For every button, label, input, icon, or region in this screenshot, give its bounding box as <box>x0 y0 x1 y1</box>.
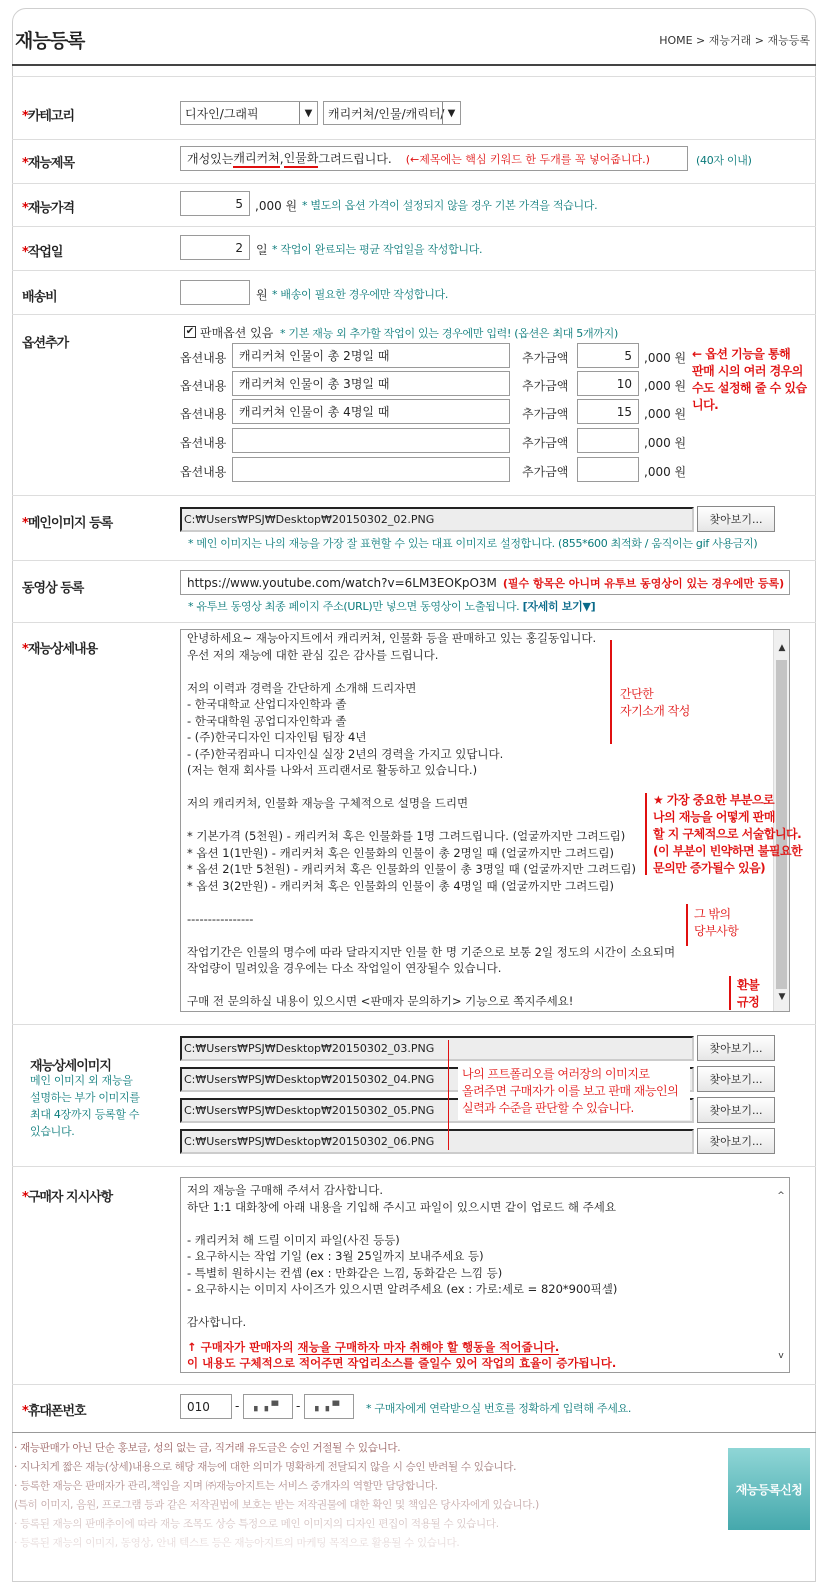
price-unit: ,000 원 <box>255 199 298 213</box>
main-image-hint: * 메인 이미지는 나의 재능을 가장 잘 표현할 수 있는 대표 이미지로 설정합니다. (855*600 최적화 / 움직이는 gif 사용금지) <box>188 537 758 550</box>
header-divider <box>12 64 816 66</box>
title-limit: (40자 이내) <box>696 154 752 167</box>
option-amount-unit: ,000 원 <box>644 465 687 479</box>
option-amount-input-3[interactable]: 15 <box>577 399 639 424</box>
price-input[interactable]: 5 <box>180 191 250 216</box>
video-hint: * 유투브 동영상 최종 페이지 주소(URL)만 넣으면 동영상이 노출됩니다. [자세히 보기▼] <box>188 600 596 613</box>
buyer-instructions-label: *구매자 지시사항 <box>22 1190 113 1205</box>
detail-image-path-2[interactable]: C:₩Users₩PSJ₩Desktop₩20150302_04.PNG <box>180 1067 694 1092</box>
divider <box>12 1166 816 1167</box>
option-content-label: 옵션내용 <box>180 407 227 421</box>
option-content-label: 옵션내용 <box>180 351 227 365</box>
page-title: 재능등록 <box>15 30 85 52</box>
annotation-marker <box>610 640 612 744</box>
price-label: *재능가격 <box>22 201 75 216</box>
video-annotation: (필수 항목은 아니며 유투브 동영상이 있는 경우에만 등록) <box>502 576 785 590</box>
scroll-up-icon[interactable]: ▲ <box>778 643 786 653</box>
talent-title-label: *재능제목 <box>22 156 75 171</box>
video-label: 동영상 등록 <box>22 581 84 596</box>
notice-item: · 등록된 재능의 판매추이에 따라 재능 조목도 상승 특정으로 메인 이미지의 디자인 편집이 적용될 수 있습니다. <box>14 1518 499 1530</box>
divider <box>12 1432 816 1433</box>
price-hint: * 별도의 옵션 가격이 설정되지 않을 경우 기본 가격을 적습니다. <box>302 199 598 212</box>
video-url-input[interactable]: https://www.youtube.com/watch?v=6LM3EOKpO3M (필수 항목은 아니며 유투브 동영상이 있는 경우에만 등록) <box>180 570 790 595</box>
detail-annotation-refund: 환불 규정 <box>737 978 760 1009</box>
detail-annotation-important: ★ 가장 중요한 부분으로 나의 재능을 어떻게 판매 할 지 구체적으로 서술합니다. (이 부분이 빈약하면 불필요한 문의만 증가될수 있음) <box>653 793 803 875</box>
scroll-down-icon[interactable]: v <box>778 1350 784 1361</box>
buyer-instructions-textarea[interactable]: 저의 재능을 구매해 주셔서 감사합니다. 하단 1:1 대화창에 아래 내용을 기입해 주시고 파일이 있으시면 같이 업로드 해 주세요 - 캐리커쳐 해 드릴 이미지 파일(사진 등등) - 요구하시는 작업 기일 (ex : 3월 25일까지 보내주세요 등) - 특별히 원하시는 컨셉 (ex : 만화같은 느낌, 동화같은 느낌 등) - 요구하시는 이미지 사이즈가 있으시면 알려주세요 (ex : 가로:세로 = 820*900픽셀) 감사합니다. ↑ 구매자가 판매자의 재능을 구매하자 마자 취해야 할 행동을 적어줍니다. 이 내용도 구체적으로 적어주면 작업리소스를 줄일수 있어 작업의 효율이 증가됩니다. ^ v <box>180 1177 790 1373</box>
divider <box>12 560 816 561</box>
option-content-input-1[interactable]: 캐리커쳐 인물이 총 2명일 때 <box>232 343 510 368</box>
category-select-1[interactable]: 디자인/그래픽 ▼ <box>180 101 318 125</box>
detail-images-annotation: 나의 프트폴리오를 여러장의 이미지로 올려주면 구매자가 이를 보고 판매 재능인의 실력과 수준을 판단할 수 있습니다. <box>462 1067 679 1115</box>
phone-input-2[interactable]: ▖▗▝▘ <box>243 1394 293 1419</box>
options-hint: * 기본 재능 외 추가할 작업이 있는 경우에만 입력! (옵션은 최대 5개까지) <box>280 327 618 340</box>
divider <box>12 622 816 623</box>
divider <box>12 183 816 184</box>
option-amount-input-5[interactable] <box>577 457 639 482</box>
phone-dash: - <box>235 1399 240 1413</box>
annotation-marker <box>686 904 688 946</box>
option-amount-unit: ,000 원 <box>644 436 687 450</box>
detail-images-label: 재능상세이미지 <box>30 1059 111 1074</box>
phone-input-1[interactable]: 010 <box>180 1394 232 1419</box>
category-select-2[interactable]: 캐리커쳐/인물/캐릭터/ ▼ <box>323 101 461 125</box>
divider <box>12 495 816 496</box>
option-amount-label: 추가금액 <box>522 351 569 365</box>
workdays-input[interactable]: 2 <box>180 235 250 260</box>
main-image-browse-button[interactable]: 찾아보기... <box>697 506 775 532</box>
buyer-annotation-2: 이 내용도 구체적으로 적어주면 작업리소스를 줄일수 있어 작업의 효율이 증가됩니다. <box>187 1356 617 1370</box>
buyer-scrollbar[interactable] <box>773 1178 789 1372</box>
option-amount-unit: ,000 원 <box>644 407 687 421</box>
phone-hint: * 구매자에게 연락받으실 번호를 정확하게 입력해 주세요. <box>366 1402 632 1415</box>
chevron-down-icon: ▼ <box>442 102 460 124</box>
annotation-marker <box>729 976 731 1010</box>
detail-image-browse-button-4[interactable]: 찾아보기... <box>697 1128 775 1154</box>
option-amount-label: 추가금액 <box>522 436 569 450</box>
option-amount-label: 추가금액 <box>522 407 569 421</box>
detail-image-browse-button-1[interactable]: 찾아보기... <box>697 1035 775 1061</box>
title-annotation: (←제목에는 핵심 키워드 한 두개를 꼭 넣어줍니다.) <box>405 152 650 166</box>
shipping-unit: 원 <box>256 288 268 302</box>
breadcrumb: HOME > 재능거래 > 재능등록 <box>659 34 810 47</box>
workdays-unit: 일 <box>256 243 268 257</box>
main-image-path[interactable]: C:₩Users₩PSJ₩Desktop₩20150302_02.PNG <box>180 507 694 532</box>
phone-input-3[interactable]: ▖▗▝▘ <box>304 1394 354 1419</box>
chevron-down-icon: ▼ <box>299 102 317 124</box>
phone-dash: - <box>296 1399 301 1413</box>
detail-image-browse-button-2[interactable]: 찾아보기... <box>697 1066 775 1092</box>
option-amount-input-1[interactable]: 5 <box>577 343 639 368</box>
video-more-link[interactable]: [자세히 보기▼] <box>522 600 596 613</box>
option-content-input-3[interactable]: 캐리커쳐 인물이 총 4명일 때 <box>232 399 510 424</box>
phone-label: *휴대폰번호 <box>22 1404 86 1419</box>
scroll-up-icon[interactable]: ^ <box>777 1191 785 1201</box>
main-image-label: *메인이미지 등록 <box>22 516 113 531</box>
option-content-input-5[interactable] <box>232 457 510 482</box>
divider <box>12 76 816 77</box>
option-amount-unit: ,000 원 <box>644 351 687 365</box>
detail-annotation-intro: 간단한 자기소개 작성 <box>620 687 690 718</box>
options-annotation: ← 옵션 기능을 통해 판매 시의 여러 경우의 수도 설정해 줄 수 있습 니다. <box>692 347 807 412</box>
divider <box>12 1024 816 1025</box>
notice-item: (특히 이미지, 음원, 프로그램 등과 같은 저작권법에 보호는 받는 저작권물에 대한 확인 및 책임은 당사자에게 있습니다.) <box>14 1499 539 1511</box>
detail-image-path-3[interactable]: C:₩Users₩PSJ₩Desktop₩20150302_05.PNG <box>180 1098 694 1123</box>
option-checkbox-label: 판매옵션 있음 <box>200 326 274 340</box>
notice-item: · 재능판매가 아닌 단순 홍보글, 성의 없는 글, 직거래 유도글은 승인 거절될 수 있습니다. <box>14 1442 401 1454</box>
buyer-annotation-1: ↑ 구매자가 판매자의 재능을 구매하자 마자 취해야 할 행동을 적어줍니다. <box>187 1339 560 1354</box>
detail-image-path-4[interactable]: C:₩Users₩PSJ₩Desktop₩20150302_06.PNG <box>180 1129 694 1154</box>
detail-image-path-1[interactable]: C:₩Users₩PSJ₩Desktop₩20150302_03.PNG <box>180 1036 694 1061</box>
detail-annotation-etc: 그 밖의 당부사항 <box>694 907 739 938</box>
options-label: 옵션추가 <box>22 336 69 351</box>
option-amount-input-2[interactable]: 10 <box>577 371 639 396</box>
divider <box>12 139 816 140</box>
shipping-hint: * 배송이 필요한 경우에만 작성합니다. <box>272 288 449 301</box>
annotation-marker <box>448 1040 449 1150</box>
option-amount-label: 추가금액 <box>522 465 569 479</box>
detail-textarea[interactable]: 안녕하세요~ 재능아지트에서 캐리커쳐, 인물화 등을 판매하고 있는 홍길동입니다. 우선 저의 재능에 대한 관심 깊은 감사를 드립니다. 저의 이력과 경력을 간단하게 소개해 드리자면 - 한국대학교 산업디자인학과 졸 - 한국대학원 공업디자인학과 졸 - (주)한국디자인 디자인팀 팀장 4년 - (주)한국컴파니 디자인실 실장 2년의 경력을 가지고 있답니다. (저는 현재 회사를 나와서 프리랜서로 활동하고 있습니다.) 저의 캐리커쳐, 인물화 재능을 구체적으로 설명을 드리면 * 기본가격 (5천원) - 캐리커쳐 혹은 인물화를 1명 그려드립니다. (얼굴까지만 그려드림) * 옵션 1(1만원) - 캐리커쳐 혹은 인물화의 인물이 총 2명일 때 (얼굴까지만 그려드림) * 옵션 2(1만 5천원) - 캐리커쳐 혹은 인물화의 인물이 총 3명일 때 (얼굴까지만 그려드림) * 옵션 3(2만원) - 캐리커쳐 혹은 인물화의 인물이 총 4명일 때 (얼굴까지만 그려드림) ---------------- 작업기간은 인물의 명수에 따라 달라지지만 인물 한 명 기준으로 보통 2일 정도의 시간이 소요되며 작업량이 밀려있을 경우에는 다소 작업일이 연장될수 있습니다. 구매 전 문의하실 내용이 있으시면 <판매자 문의하기> 기능으로 쪽지주세요! ▲ ▼ <box>180 629 790 1012</box>
workdays-hint: * 작업이 완료되는 평균 작업일을 작성합니다. <box>272 243 483 256</box>
shipping-input[interactable] <box>180 280 250 305</box>
submit-button[interactable]: 재능등록신청 <box>728 1448 810 1530</box>
option-content-label: 옵션내용 <box>180 465 227 479</box>
scroll-down-icon[interactable]: ▼ <box>778 991 786 1002</box>
workdays-label: *작업일 <box>22 245 63 260</box>
notice-item: · 등록한 재능은 판매자가 관리,책임을 지며 ㈜재능아지트는 서비스 중개자의 역할만 담당합니다. <box>14 1480 438 1492</box>
option-amount-unit: ,000 원 <box>644 379 687 393</box>
option-content-input-2[interactable]: 캐리커쳐 인물이 총 3명일 때 <box>232 371 510 396</box>
divider <box>12 1384 816 1385</box>
option-content-input-4[interactable] <box>232 428 510 453</box>
detail-image-browse-button-3[interactable]: 찾아보기... <box>697 1097 775 1123</box>
option-content-label: 옵션내용 <box>180 379 227 393</box>
divider <box>12 270 816 271</box>
detail-label: *재능상세내용 <box>22 642 98 657</box>
option-amount-input-4[interactable] <box>577 428 639 453</box>
notice-item: · 등록된 재능의 이미지, 동영상, 안내 텍스트 등은 재능아지트의 마케팅 목적으로 활용될 수 있습니다. <box>14 1537 460 1549</box>
notice-item: · 지나치게 짧은 재능(상세)내용으로 해당 재능에 대한 의미가 명확하게 전달되지 않을 시 승인 반려될 수 있습니다. <box>14 1461 517 1473</box>
option-checkbox[interactable]: ✔ <box>185 326 195 337</box>
detail-images-hint: 메인 이미지 외 재능을 설명하는 부가 이미지를 최대 4장까지 등록할 수 있습니다. <box>30 1074 140 1138</box>
talent-title-input[interactable]: 개성있는 캐리커쳐 , 인물화 그려드립니다. (←제목에는 핵심 키워드 한 두개를 꼭 넣어줍니다.) <box>180 146 688 171</box>
divider <box>12 314 816 315</box>
option-amount-label: 추가금액 <box>522 379 569 393</box>
category-label: *카테고리 <box>22 109 75 124</box>
divider <box>12 226 816 227</box>
annotation-marker <box>645 793 647 875</box>
shipping-label: 배송비 <box>22 290 57 305</box>
option-content-label: 옵션내용 <box>180 436 227 450</box>
